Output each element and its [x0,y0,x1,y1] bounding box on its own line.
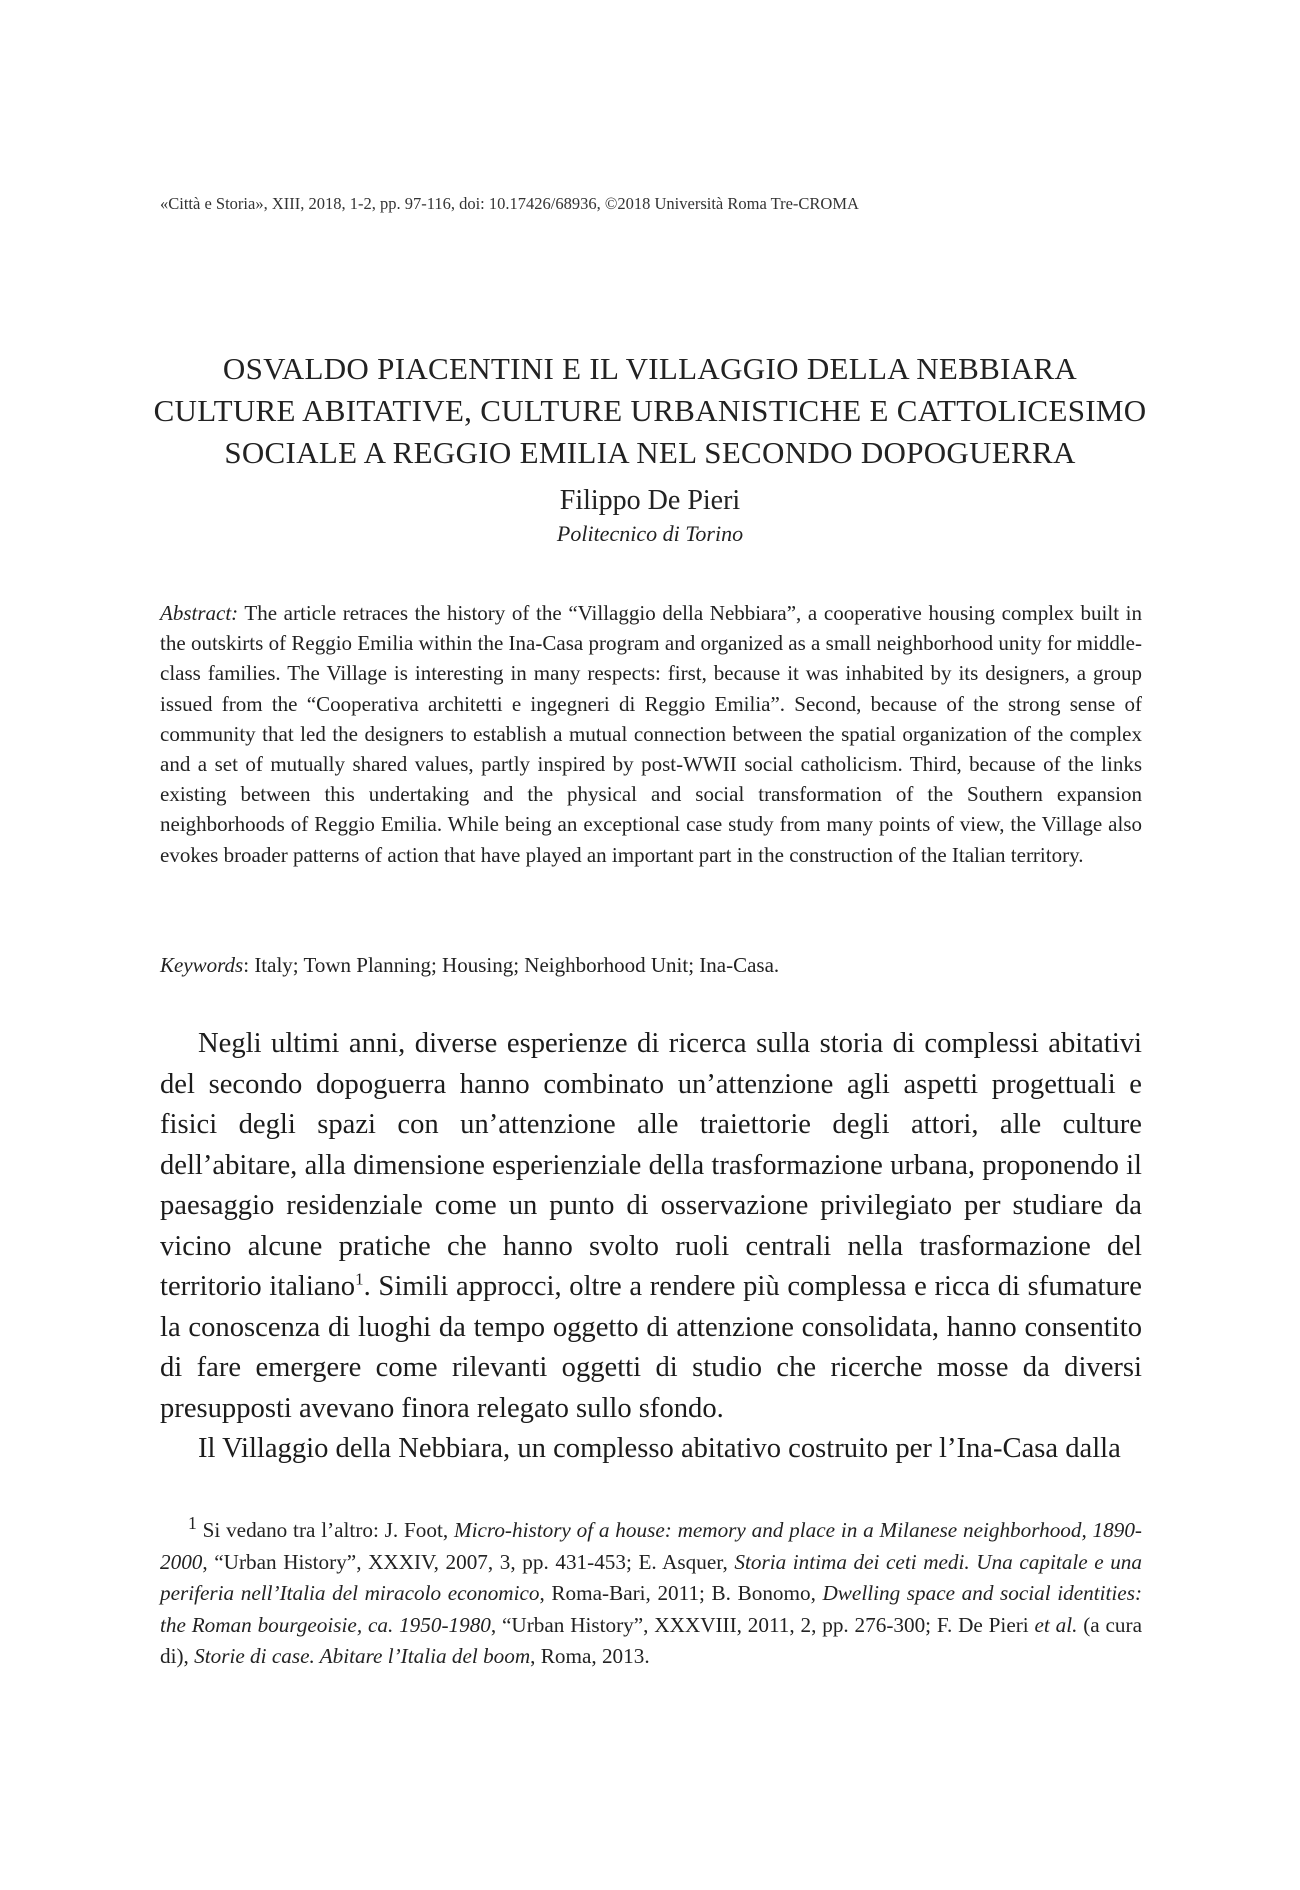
article-title-line-3: SOCIALE A REGGIO EMILIA NEL SECONDO DOPOGUERRA [224,435,1076,470]
author-affiliation: Politecnico di Torino [556,521,744,546]
footnote-1 [160,1508,1142,1673]
abstract [160,598,1142,870]
article-title-line-1: OSVALDO PIACENTINI E IL VILLAGGIO DELLA NEBBIARA [222,351,1078,386]
footnote-et-al: et al. [1034,1612,1078,1637]
footnote-text: , “Urban History”, XXXIV, 2007, 3, pp. 431-453; E. Asquer, [202,1549,735,1574]
journal-citation-header: «Città e Storia», XIII, 2018, 1-2, pp. 97-116, doi: 10.17426/68936, ©2018 Università Roma Tre-CROMA [160,194,859,213]
footnote-title: Dwelling space and social identities: the Roman bourgeoisie, ca. 1950-1980 [160,1581,1142,1637]
body-paragraph-1-part-b: . Simili approcci, oltre a rendere più complessa e ricca di sfumature la conoscenza di luoghi da tempo oggetto di attenzione consolidata, hanno consentito di fare emergere come rilevanti oggetti di studio che ricerche mosse da diversi presupposti avevano finora relegato sullo sfondo. [160,1271,1142,1424]
footnote-text: , “Urban History”, XXXVIII, 2011, 2, pp. 276-300; F. De Pieri [490,1612,1035,1637]
footnote-text: Si vedano tra l’altro: J. Foot, [196,1518,454,1543]
article-title-line-2: CULTURE ABITATIVE, CULTURE URBANISTICHE E CATTOLICESIMO [153,393,1147,428]
abstract-label: Abstract: [160,601,239,625]
body-text [160,1024,1142,1470]
footnote-title: Storia intima dei ceti medi. Una capitale e una periferia nell’Italia del miracolo economico [160,1549,1142,1606]
keywords [160,950,1142,980]
body-paragraph-2: Il Villaggio della Nebbiara, un complesso abitativo costruito per l’Ina-Casa dalla [198,1433,1121,1464]
author-name: Filippo De Pieri [559,485,741,516]
footnote-title: Micro-history of a house: memory and place in a Milanese neighborhood, 1890-2000 [160,1518,1142,1574]
abstract-text: The article retraces the history of the “Villaggio della Nebbiara”, a cooperative housing complex built in the outskirts of Reggio Emilia within the Ina-Casa program and organized as a small neighborhood unity for middle-class families. The Village is interesting in many respects: first, because it was inhabited by its designers, a group issued from the “Cooperativa architetti e ingegneri di Reggio Emilia”. Second, because of the strong sense of community that led the designers to establish a mutual connection between the spatial organization of the complex and a set of mutually shared values, partly inspired by post-WWII social catholicism. Third, because of the links existing between this undertaking and the physical and social transformation of the Southern expansion neighborhoods of Reggio Emilia. While being an exceptional case study from many points of view, the Village also evokes broader patterns of action that have played an important part in the construction of the Italian territory. [160,601,1142,867]
footnote-number: 1 [188,1513,197,1533]
body-paragraph-1 [160,1024,1142,1429]
footnote-title: Storie di case. Abitare l’Italia del boom [194,1644,531,1669]
footnote-text: , Roma, 2013. [530,1644,650,1669]
body-paragraph-1-part-a: Negli ultimi anni, diverse esperienze di ricerca sulla storia di complessi abitativi del secondo dopoguerra hanno combinato un’attenzione agli aspetti progettuali e fisici degli spazi con un’attenzione alle traiettorie degli attori, alle culture dell’abitare, alla dimensione esperienziale della trasformazione urbana, proponendo il paesaggio residenziale come un punto di osservazione privilegiato per studiare da vicino alcune pratiche che hanno svolto ruoli centrali nella trasformazione del territorio italiano [160,1028,1142,1302]
article-title-block [130,348,1170,550]
keywords-label: Keywords [160,953,244,977]
footnote-text: , Roma-Bari, 2011; B. Bonomo, [539,1581,823,1606]
footnote-reference[interactable]: 1 [355,1269,364,1289]
keywords-text: : Italy; Town Planning; Housing; Neighborhood Unit; Ina-Casa. [243,953,780,977]
footnote-text: (a cura di), [160,1612,1142,1669]
